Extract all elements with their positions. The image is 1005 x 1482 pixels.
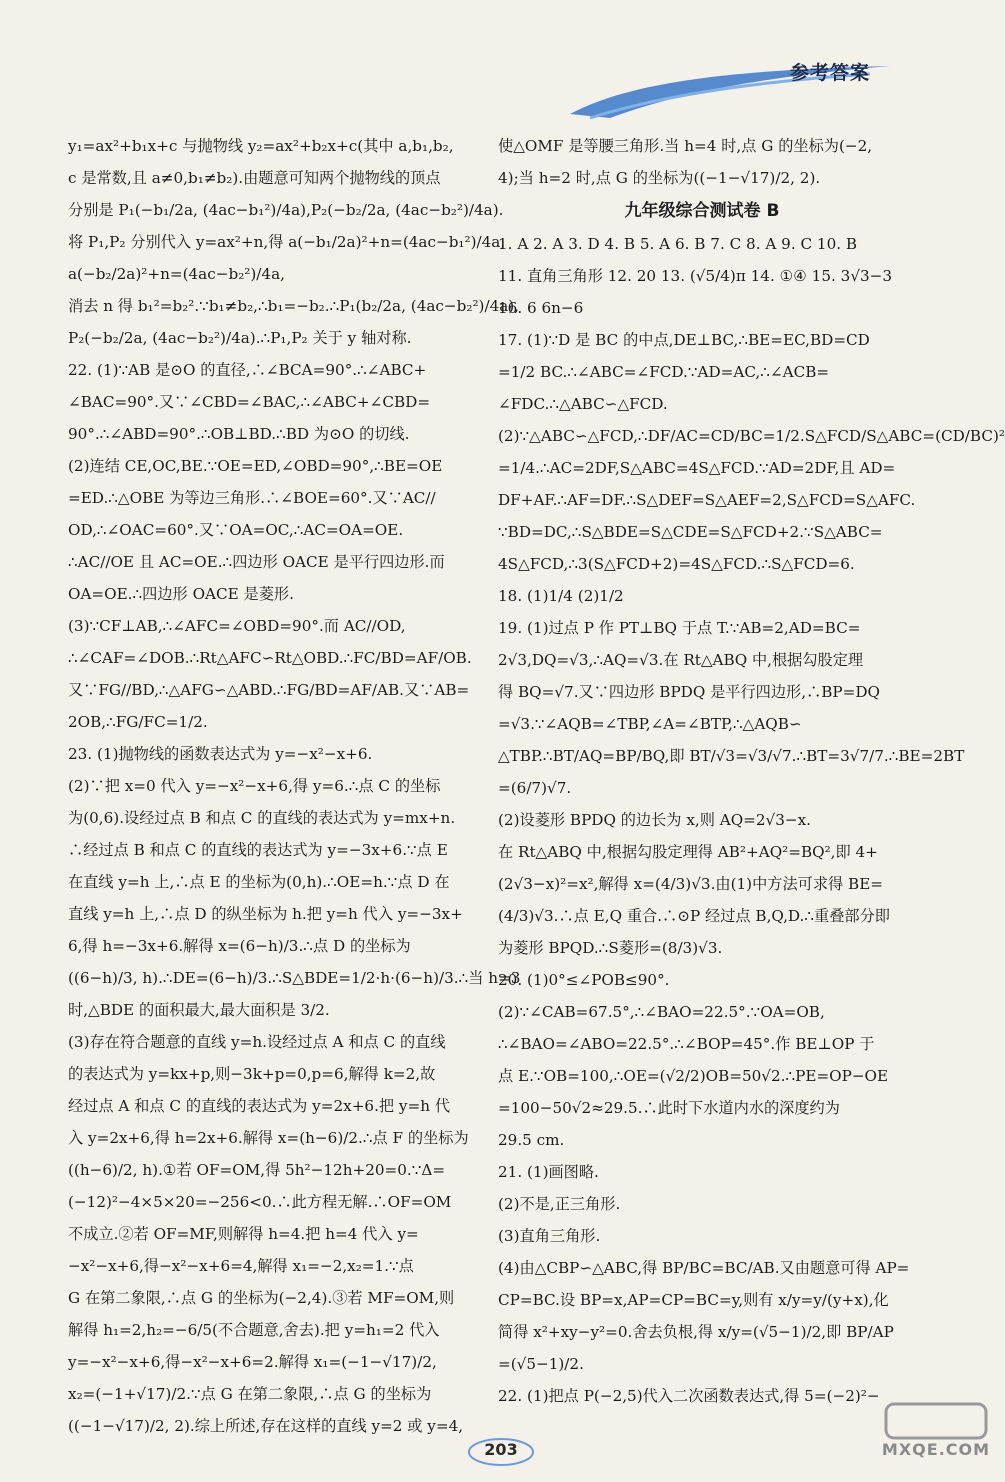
text-line: P₂(−b₂/2a, (4ac−b₂²)/4a).∴P₁,P₂ 关于 y 轴对称. (68, 329, 412, 347)
text-line: (3)直角三角形. (498, 1227, 601, 1245)
text-line: y₁=ax²+b₁x+c 与抛物线 y₂=ax²+b₂x+c(其中 a,b₁,b₂, (68, 137, 454, 155)
text-line: ∴经过点 B 和点 C 的直线的表达式为 y=−3x+6.∵点 E (68, 841, 448, 859)
text-line: ∠BAC=90°.又∵∠CBD=∠BAC,∴∠ABC+∠CBD= (68, 393, 431, 411)
text-line: 4S△FCD,∴3(S△FCD+2)=4S△FCD.∴S△FCD=6. (498, 555, 855, 573)
text-line: 22. (1)∵AB 是⊙O 的直径,∴∠BCA=90°.∴∠ABC+ (68, 361, 427, 379)
text-line: 为菱形 BPQD.∴S菱形=(8/3)√3. (498, 939, 723, 957)
text-line: 16. 6 6n−6 (498, 299, 584, 317)
text-line: 经过点 A 和点 C 的直线的表达式为 y=2x+6.把 y=h 代 (68, 1097, 451, 1115)
text-line: 23. (1)抛物线的函数表达式为 y=−x²−x+6. (68, 745, 373, 763)
text-line: 的表达式为 y=kx+p,则−3k+p=0,p=6,解得 k=2,故 (68, 1065, 436, 1083)
text-line: 90°.∴∠ABD=90°.∴OB⊥BD.∴BD 为⊙O 的切线. (68, 425, 410, 443)
text-line: x₂=(−1+√17)/2.∵点 G 在第二象限,∴点 G 的坐标为 (68, 1385, 432, 1403)
text-line: =(6/7)√7. (498, 779, 572, 797)
page-footer (466, 1435, 536, 1469)
text-line: 消去 n 得 b₁²=b₂².∵b₁≠b₂,∴b₁=−b₂.∴P₁(b₂/2a, (4ac−b₂²)/4a), (68, 297, 520, 315)
text-line: 11. 直角三角形 12. 20 13. (√5/4)π 14. ①④ 15. 3√3−3 (498, 267, 893, 285)
text-line: DF+AF.∴AF=DF.∴S△DEF=S△AEF=2,S△FCD=S△AFC. (498, 491, 916, 509)
text-line: 19. (1)过点 P 作 PT⊥BQ 于点 T.∵AB=2,AD=BC= (498, 619, 861, 637)
header-title: 参考答案 (790, 62, 871, 84)
text-line: ∴∠CAF=∠DOB.∴Rt△AFC∽Rt△OBD.∴FC/BD=AF/OB. (68, 649, 472, 667)
text-line: ∠FDC.∴△ABC∽△FCD. (498, 395, 668, 413)
text-line: 直线 y=h 上,∴点 D 的纵坐标为 h.把 y=h 代入 y=−3x+ (68, 905, 463, 923)
text-line: ((h−6)/2, h).①若 OF=OM,得 5h²−12h+20=0.∵Δ= (68, 1161, 446, 1179)
text-line: (2)∵∠CAB=67.5°,∴∠BAO=22.5°.∵OA=OB, (498, 1003, 825, 1021)
text-line: (−12)²−4×5×20=−256<0.∴此方程无解.∴OF=OM (68, 1193, 452, 1211)
text-line: 1. A 2. A 3. D 4. B 5. A 6. B 7. C 8. A 9. C 10. B (498, 235, 858, 253)
text-line: 在直线 y=h 上,∴点 E 的坐标为(0,h).∴OE=h.∵点 D 在 (68, 873, 450, 891)
text-line: (4)由△CBP∽△ABC,得 BP/BC=BC/AB.又由题意可得 AP= (498, 1259, 910, 1277)
text-line: G 在第二象限,∴点 G 的坐标为(−2,4).③若 MF=OM,则 (68, 1289, 455, 1307)
text-line: 21. (1)画图略. (498, 1163, 599, 1181)
watermark-text: MXQE.COM (881, 1440, 991, 1459)
text-line: −x²−x+6,得−x²−x+6=4,解得 x₁=−2,x₂=1.∵点 (68, 1257, 414, 1275)
text-line: =1/4.∴AC=2DF,S△ABC=4S△FCD.∵AD=2DF,且 AD= (498, 459, 896, 477)
text-line: 解得 h₁=2,h₂=−6/5(不合题意,舍去).把 y=h₁=2 代入 (68, 1321, 440, 1339)
text-line: OD,∴∠OAC=60°.又∵OA=OC,∴AC=OA=OE. (68, 521, 404, 539)
text-line: (2)连结 CE,OC,BE.∵OE=ED,∠OBD=90°,∴BE=OE (68, 457, 443, 475)
text-line: (2√3−x)²=x²,解得 x=(4/3)√3.由(1)中方法可求得 BE= (498, 875, 884, 893)
text-line: y=−x²−x+6,得−x²−x+6=2.解得 x₁=(−1−√17)/2, (68, 1353, 437, 1371)
text-line: (2)不是,正三角形. (498, 1195, 621, 1213)
text-line: (3)存在符合题意的直线 y=h.设经过点 A 和点 C 的直线 (68, 1033, 446, 1051)
text-line: 4);当 h=2 时,点 G 的坐标为((−1−√17)/2, 2). (498, 169, 821, 187)
text-line: (2)∵△ABC∽△FCD,∴DF/AC=CD/BC=1/2.S△FCD/S△ABC=(CD/BC)² (498, 427, 1005, 445)
text-line: 在 Rt△ABQ 中,根据勾股定理得 AB²+AQ²=BQ²,即 4+ (498, 843, 878, 861)
watermark-seal-icon (880, 1398, 992, 1442)
text-line: ((6−h)/3, h).∴DE=(6−h)/3.∴S△BDE=1/2·h·(6−h)/3.∴当 h=3 (68, 969, 521, 987)
text-line: =√3.∵∠AQB=∠TBP,∠A=∠BTP,∴△AQB∽ (498, 715, 802, 733)
text-line: 简得 x²+xy−y²=0.舍去负根,得 x/y=(√5−1)/2,即 BP/AP (498, 1323, 894, 1341)
text-line: OA=OE.∴四边形 OACE 是菱形. (68, 585, 294, 603)
text-line: 又∵FG//BD,∴△AFG∽△ABD.∴FG/BD=AF/AB.又∵AB= (68, 681, 470, 699)
text-line: 得 BQ=√7.又∵四边形 BPDQ 是平行四边形,∴BP=DQ (498, 683, 880, 701)
right-column (498, 130, 1005, 1412)
text-line: ((−1−√17)/2, 2).综上所述,存在这样的直线 y=2 或 y=4, (68, 1417, 464, 1435)
text-line: 为(0,6).设经过点 B 和点 C 的直线的表达式为 y=mx+n. (68, 809, 456, 827)
text-line: 入 y=2x+6,得 h=2x+6.解得 x=(h−6)/2.∴点 F 的坐标为 (68, 1129, 469, 1147)
text-line: a(−b₂/2a)²+n=(4ac−b₂²)/4a, (68, 265, 285, 283)
text-line: 2√3,DQ=√3,∴AQ=√3.在 Rt△ABQ 中,根据勾股定理 (498, 651, 864, 669)
text-line: =(√5−1)/2. (498, 1355, 584, 1373)
text-line: (2)设菱形 BPDQ 的边长为 x,则 AQ=2√3−x. (498, 811, 811, 829)
text-line: 不成立.②若 OF=MF,则解得 h=4.把 h=4 代入 y= (68, 1225, 419, 1243)
text-line: ∴∠BAO=∠ABO=22.5°.∴∠BOP=45°.作 BE⊥OP 于 (498, 1035, 875, 1053)
text-line: ∵BD=DC,∴S△BDE=S△CDE=S△FCD+2.∵S△ABC= (498, 523, 883, 541)
text-line: (2)∵把 x=0 代入 y=−x²−x+6,得 y=6.∴点 C 的坐标 (68, 777, 441, 795)
watermark-logo (880, 1398, 992, 1478)
text-line: =100−50√2≈29.5.∴此时下水道内水的深度约为 (498, 1099, 840, 1117)
text-line: CP=BC.设 BP=x,AP=CP=BC=y,则有 x/y=y/(y+x),化 (498, 1291, 889, 1309)
text-line: 时,△BDE 的面积最大,最大面积是 3/2. (68, 1001, 330, 1019)
text-line: 6,得 h=−3x+6.解得 x=(6−h)/3.∴点 D 的坐标为 (68, 937, 411, 955)
section-title: 九年级综合测试卷 B (624, 201, 780, 221)
text-line: c 是常数,且 a≠0,b₁≠b₂).由题意可知两个抛物线的顶点 (68, 169, 441, 187)
text-line: 将 P₁,P₂ 分别代入 y=ax²+n,得 a(−b₁/2a)²+n=(4ac−b₁²)/4a, (68, 233, 506, 251)
text-line: 22. (1)把点 P(−2,5)代入二次函数表达式,得 5=(−2)²− (498, 1387, 880, 1405)
text-line: 2OB,∴FG/FC=1/2. (68, 713, 208, 731)
text-line: =1/2 BC.∴∠ABC=∠FCD.∵AD=AC,∴∠ACB= (498, 363, 830, 381)
text-line: 18. (1)1/4 (2)1/2 (498, 587, 624, 605)
left-column (68, 130, 521, 1442)
text-line: ∴AC//OE 且 AC=OE.∴四边形 OACE 是平行四边形.而 (68, 553, 445, 571)
text-line: △TBP.∴BT/AQ=BP/BQ,即 BT/√3=√3/√7.∴BT=3√7/7.∴BE=2BT (498, 747, 965, 765)
text-line: 29.5 cm. (498, 1131, 565, 1149)
page-number: 203 (484, 1440, 518, 1459)
text-line: 使△OMF 是等腰三角形.当 h=4 时,点 G 的坐标为(−2, (498, 137, 873, 155)
text-line: 分别是 P₁(−b₁/2a, (4ac−b₁²)/4a),P₂(−b₂/2a, (4ac−b₂²)/4a). (68, 201, 504, 219)
text-line: 点 E.∵OB=100,∴OE=(√2/2)OB=50√2.∴PE=OP−OE (498, 1067, 889, 1085)
text-line: 17. (1)∵D 是 BC 的中点,DE⊥BC,∴BE=EC,BD=CD (498, 331, 870, 349)
text-line: 20. (1)0°≤∠POB≤90°. (498, 971, 670, 989)
text-line: =ED.∴△OBE 为等边三角形.∴∠BOE=60°.又∵AC// (68, 489, 436, 507)
text-line: (3)∵CF⊥AB,∴∠AFC=∠OBD=90°.而 AC//OD, (68, 617, 406, 635)
text-line: (4/3)√3.∴点 E,Q 重合.∴⊙P 经过点 B,Q,D.∴重叠部分即 (498, 907, 890, 925)
